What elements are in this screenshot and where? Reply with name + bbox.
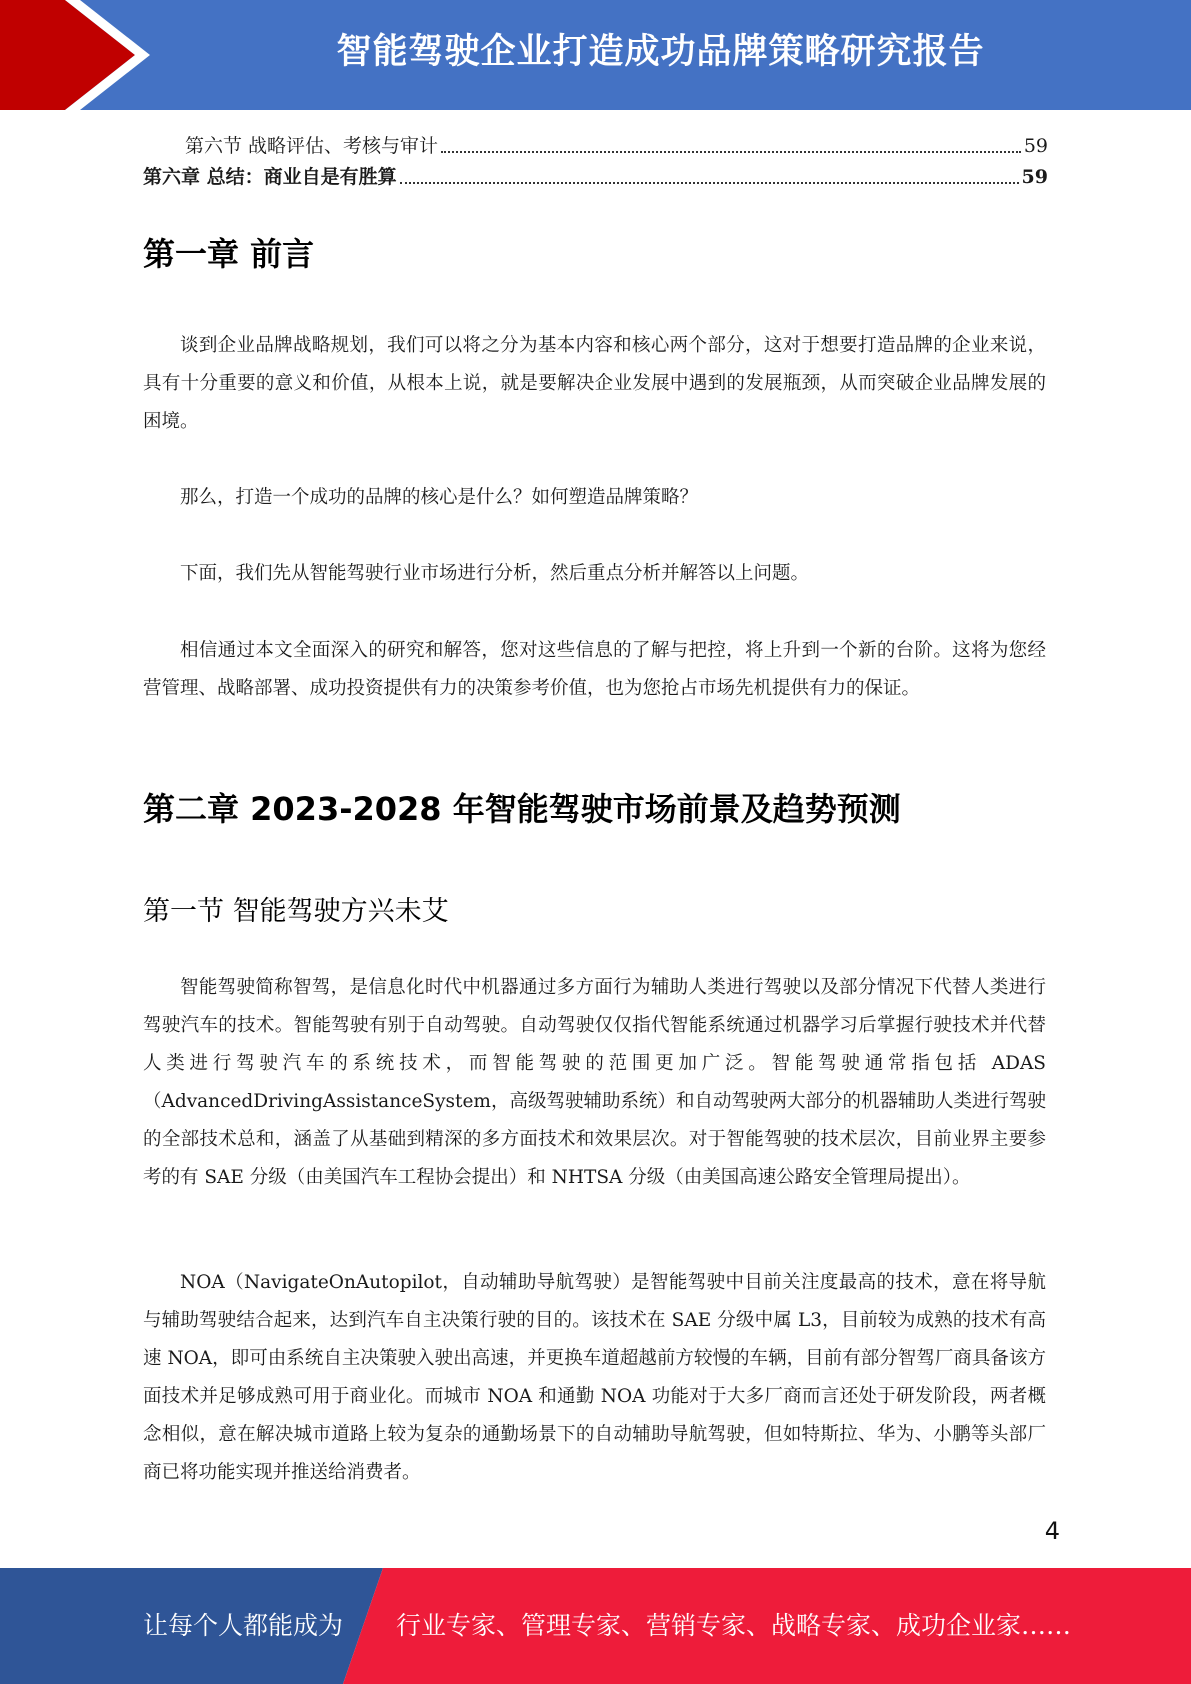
body-paragraph: 那么，打造一个成功的品牌的核心是什么？如何塑造品牌策略？ xyxy=(180,487,699,508)
toc-leader-dots xyxy=(400,181,1019,184)
report-title: 智能驾驶企业打造成功品牌策略研究报告 xyxy=(336,32,985,72)
page-header xyxy=(0,0,1191,110)
toc-entry-page: 59 xyxy=(1023,135,1048,157)
body-paragraph: NOA（NavigateOnAutopilot，自动辅助导航驾驶）是智能驾驶中目前关注度最高的技术，意在将导航与辅助驾驶结合起来，达到汽车自主决策行驶的目的。该技术在 SAE 分级中属 L3，目前较为成熟的技术有高速 NOA，即可由系统自主决策驶入驶出高速，并更换车道超越前方较慢的车辆，目前有部分智驾厂商具备该方面技术并足够成熟可用于商业化。而城市 NOA 和通勤 NOA 功能对于大多厂商而言还处于研发阶段，两者概念相似，意在解决城市道路上较为复杂的通勤场景下的自动辅助导航驾驶，但如特斯拉、华为、小鹏等头部厂商已将功能实现并推送给消费者。 xyxy=(143,1272,1046,1483)
chapter-heading: 第一章 前言 xyxy=(143,235,315,273)
footer-slogan-right: 行业专家、管理专家、营销专家、战略专家、成功企业家…… xyxy=(396,1611,1072,1640)
toc-entry-page: 59 xyxy=(1021,166,1048,188)
page-number: 4 xyxy=(1044,1517,1060,1545)
chapter-heading: 第二章 2023-2028 年智能驾驶市场前景及趋势预测 xyxy=(143,790,901,828)
toc-entry-label: 第六节 战略评估、考核与审计 xyxy=(185,135,439,157)
toc-entry-label: 第六章 总结：商业自是有胜算 xyxy=(143,166,397,188)
body-paragraph: 谈到企业品牌战略规划，我们可以将之分为基本内容和核心两个部分，这对于想要打造品牌的企业来说，具有十分重要的意义和价值，从根本上说，就是要解决企业发展中遇到的发展瓶颈，从而突破企业品牌发展的困境。 xyxy=(143,335,1046,432)
section-heading: 第一节 智能驾驶方兴未艾 xyxy=(143,896,449,927)
footer-slogan-left: 让每个人都能成为 xyxy=(143,1611,344,1640)
toc-entry[interactable] xyxy=(143,159,1048,189)
toc-leader-dots xyxy=(441,150,1021,153)
body-paragraph: 下面，我们先从智能驾驶行业市场进行分析，然后重点分析并解答以上问题。 xyxy=(180,563,810,584)
toc-entry[interactable] xyxy=(185,128,1048,158)
body-paragraph: 相信通过本文全面深入的研究和解答，您对这些信息的了解与把控，将上升到一个新的台阶。这将为您经营管理、战略部署、成功投资提供有力的决策参考价值，也为您抢占市场先机提供有力的保证。 xyxy=(143,640,1046,699)
body-paragraph: 智能驾驶简称智驾，是信息化时代中机器通过多方面行为辅助人类进行驾驶以及部分情况下代替人类进行驾驶汽车的技术。智能驾驶有别于自动驾驶。自动驾驶仅仅指代智能系统通过机器学习后掌握行驶技术并代替人类进行驾驶汽车的系统技术，而智能驾驶的范围更加广泛。智能驾驶通常指包括 ADAS（AdvancedDrivingAssistanceSystem，高级驾驶辅助系统）和自动驾驶两大部分的机器辅助人类进行驾驶的全部技术总和，涵盖了从基础到精深的多方面技术和效果层次。对于智能驾驶的技术层次，目前业界主要参考的有 SAE 分级（由美国汽车工程协会提出）和 NHTSA 分级（由美国高速公路安全管理局提出）。 xyxy=(143,977,1046,1188)
page-footer xyxy=(0,1568,1191,1684)
